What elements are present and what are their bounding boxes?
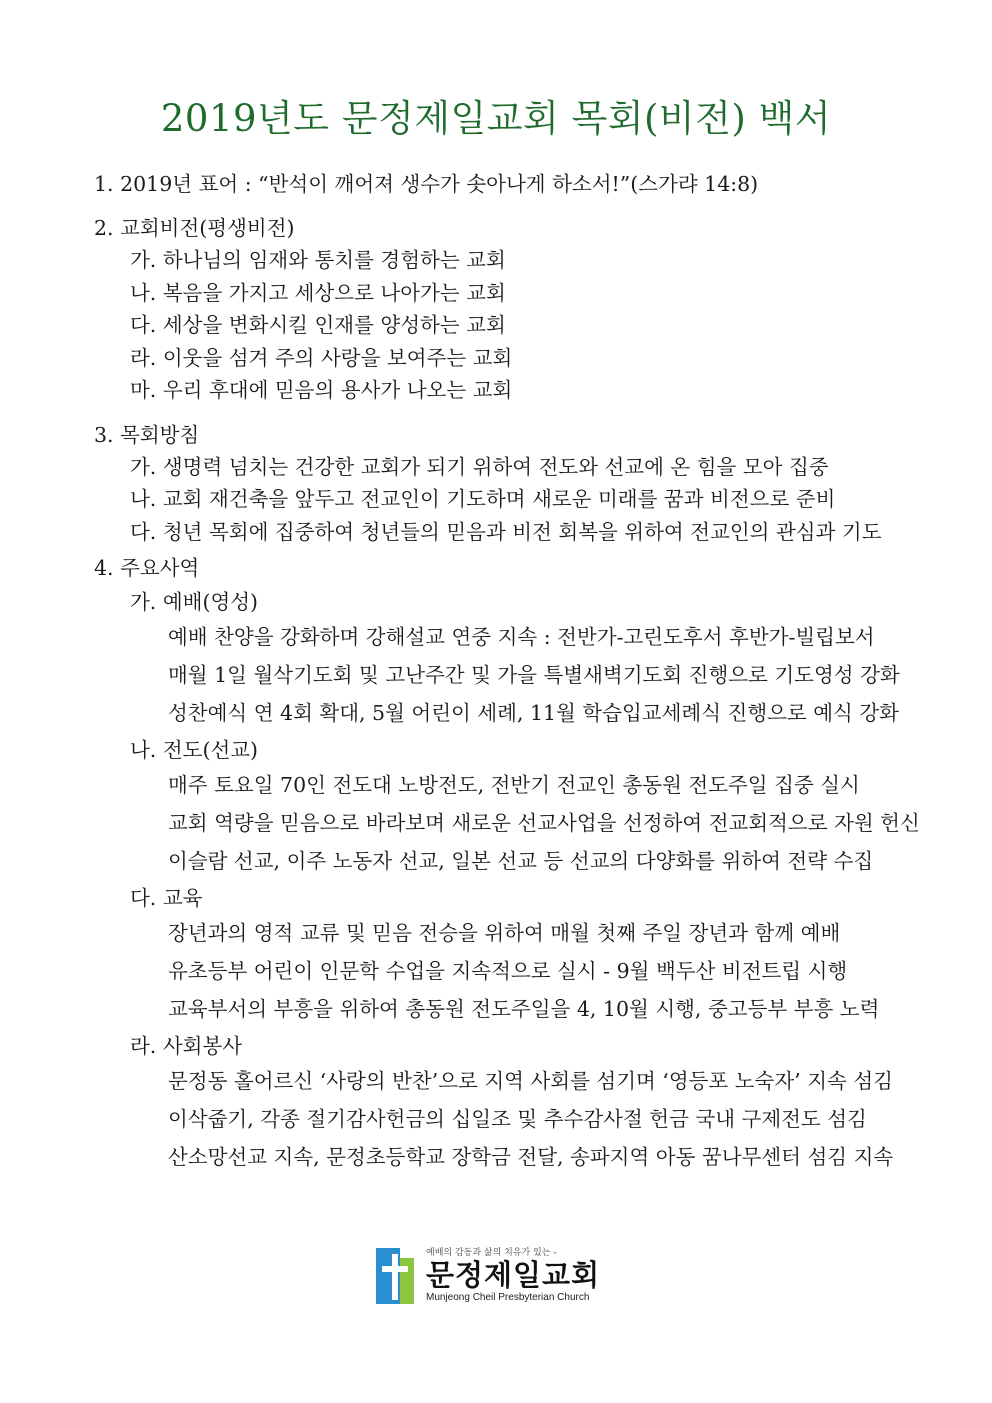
section-2-heading: 2. 교회비전(평생비전) [94, 216, 295, 240]
page-title: 2019년도 문정제일교회 목회(비전) 백서 [160, 97, 832, 140]
vision-item: 가. 하나님의 임재와 통치를 경험하는 교회 [130, 248, 506, 272]
ministry-line: 이삭줍기, 각종 절기감사헌금의 십일조 및 추수감사절 헌금 국내 구제전도 섬김 [168, 1107, 867, 1131]
ministry-evangelism-heading: 나. 전도(선교) [130, 738, 259, 762]
ministry-line: 문정동 홀어르신 ‘사랑의 반찬’으로 지역 사회를 섬기며 ‘영등포 노숙자’ 지속 섬김 [168, 1069, 893, 1093]
ministry-line: 교육부서의 부흥을 위하여 총동원 전도주일을 4, 10월 시행, 중고등부 부흥 노력 [168, 997, 880, 1021]
ministry-line: 산소망선교 지속, 문정초등학교 장학금 전달, 송파지역 아동 꿈나무센터 섬김 지속 [168, 1145, 894, 1169]
ministry-service-heading: 라. 사회봉사 [130, 1034, 243, 1058]
ministry-line: 유초등부 어린이 인문학 수업을 지속적으로 실시 - 9월 백두산 비전트립 시행 [168, 959, 848, 983]
ministry-line: 성찬예식 연 4회 확대, 5월 어린이 세례, 11월 학습입교세례식 진행으로 예식 강화 [168, 701, 899, 725]
vision-item: 마. 우리 후대에 믿음의 용사가 나오는 교회 [130, 378, 513, 402]
section-1-motto: 1. 2019년 표어 : “반석이 깨어져 생수가 솟아나게 하소서!”(스가랴 14:8) [94, 172, 759, 196]
policy-item: 가. 생명력 넘치는 건강한 교회가 되기 위하여 전도와 선교에 온 힘을 모아 집중 [130, 454, 829, 479]
ministry-education-heading: 다. 교육 [130, 886, 203, 910]
cross-emblem-icon [376, 1248, 418, 1304]
vision-item: 다. 세상을 변화시킬 인재를 양성하는 교회 [130, 313, 506, 337]
policy-item: 다. 청년 목회에 집중하여 청년들의 믿음과 비전 회복을 위하여 전교인의 관심과 기도 [130, 519, 882, 544]
ministry-line: 매월 1일 월삭기도회 및 고난주간 및 가을 특별새벽기도회 진행으로 기도영성 강화 [168, 663, 900, 687]
vision-list [94, 244, 904, 407]
cross-horizontal [382, 1266, 408, 1272]
ministry-worship-heading: 가. 예배(영성) [130, 590, 259, 614]
ministry-line: 장년과의 영적 교류 및 믿음 전승을 위하여 매월 첫째 주일 장년과 함께 예배 [168, 921, 841, 945]
ministry-line: 교회 역량을 믿음으로 바라보며 새로운 선교사업을 선정하여 전교회적으로 자원 헌신 [168, 811, 920, 835]
church-logo [376, 1248, 600, 1304]
logo-text [426, 1249, 600, 1303]
emblem-green-block [400, 1258, 414, 1304]
vision-item: 나. 복음을 가지고 세상으로 나아가는 교회 [130, 280, 506, 305]
ministry-line: 이슬람 선교, 이주 노동자 선교, 일본 선교 등 선교의 다양화를 위하여 전략 수집 [168, 849, 874, 873]
document-body [94, 168, 920, 1176]
section-4 [94, 552, 920, 1176]
vision-item: 라. 이웃을 섬겨 주의 사랑을 보여주는 교회 [130, 345, 513, 370]
logo-church-name: 문정제일교회 [426, 1258, 601, 1292]
ministry-line: 예배 찬양을 강화하며 강해설교 연중 지속 : 전반가-고린도후서 후반가-빌립보서 [168, 625, 875, 649]
logo-english-name: Munjeong Cheil Presbyterian Church [426, 1292, 590, 1303]
section-3-heading: 3. 목회방침 [94, 422, 200, 447]
policy-item: 나. 교회 재건축을 앞두고 전교인이 기도하며 새로운 미래를 꿈과 비전으로 준비 [130, 487, 836, 511]
policy-list [94, 451, 904, 549]
cross-vertical [392, 1254, 398, 1300]
logo-tagline: 예배의 감동과 삶의 치유가 있는 - [426, 1248, 557, 1258]
ministry-line: 매주 토요일 70인 전도대 노방전도, 전반기 전교인 총동원 전도주일 집중 실시 [168, 773, 860, 797]
section-4-heading: 4. 주요사역 [94, 556, 200, 580]
